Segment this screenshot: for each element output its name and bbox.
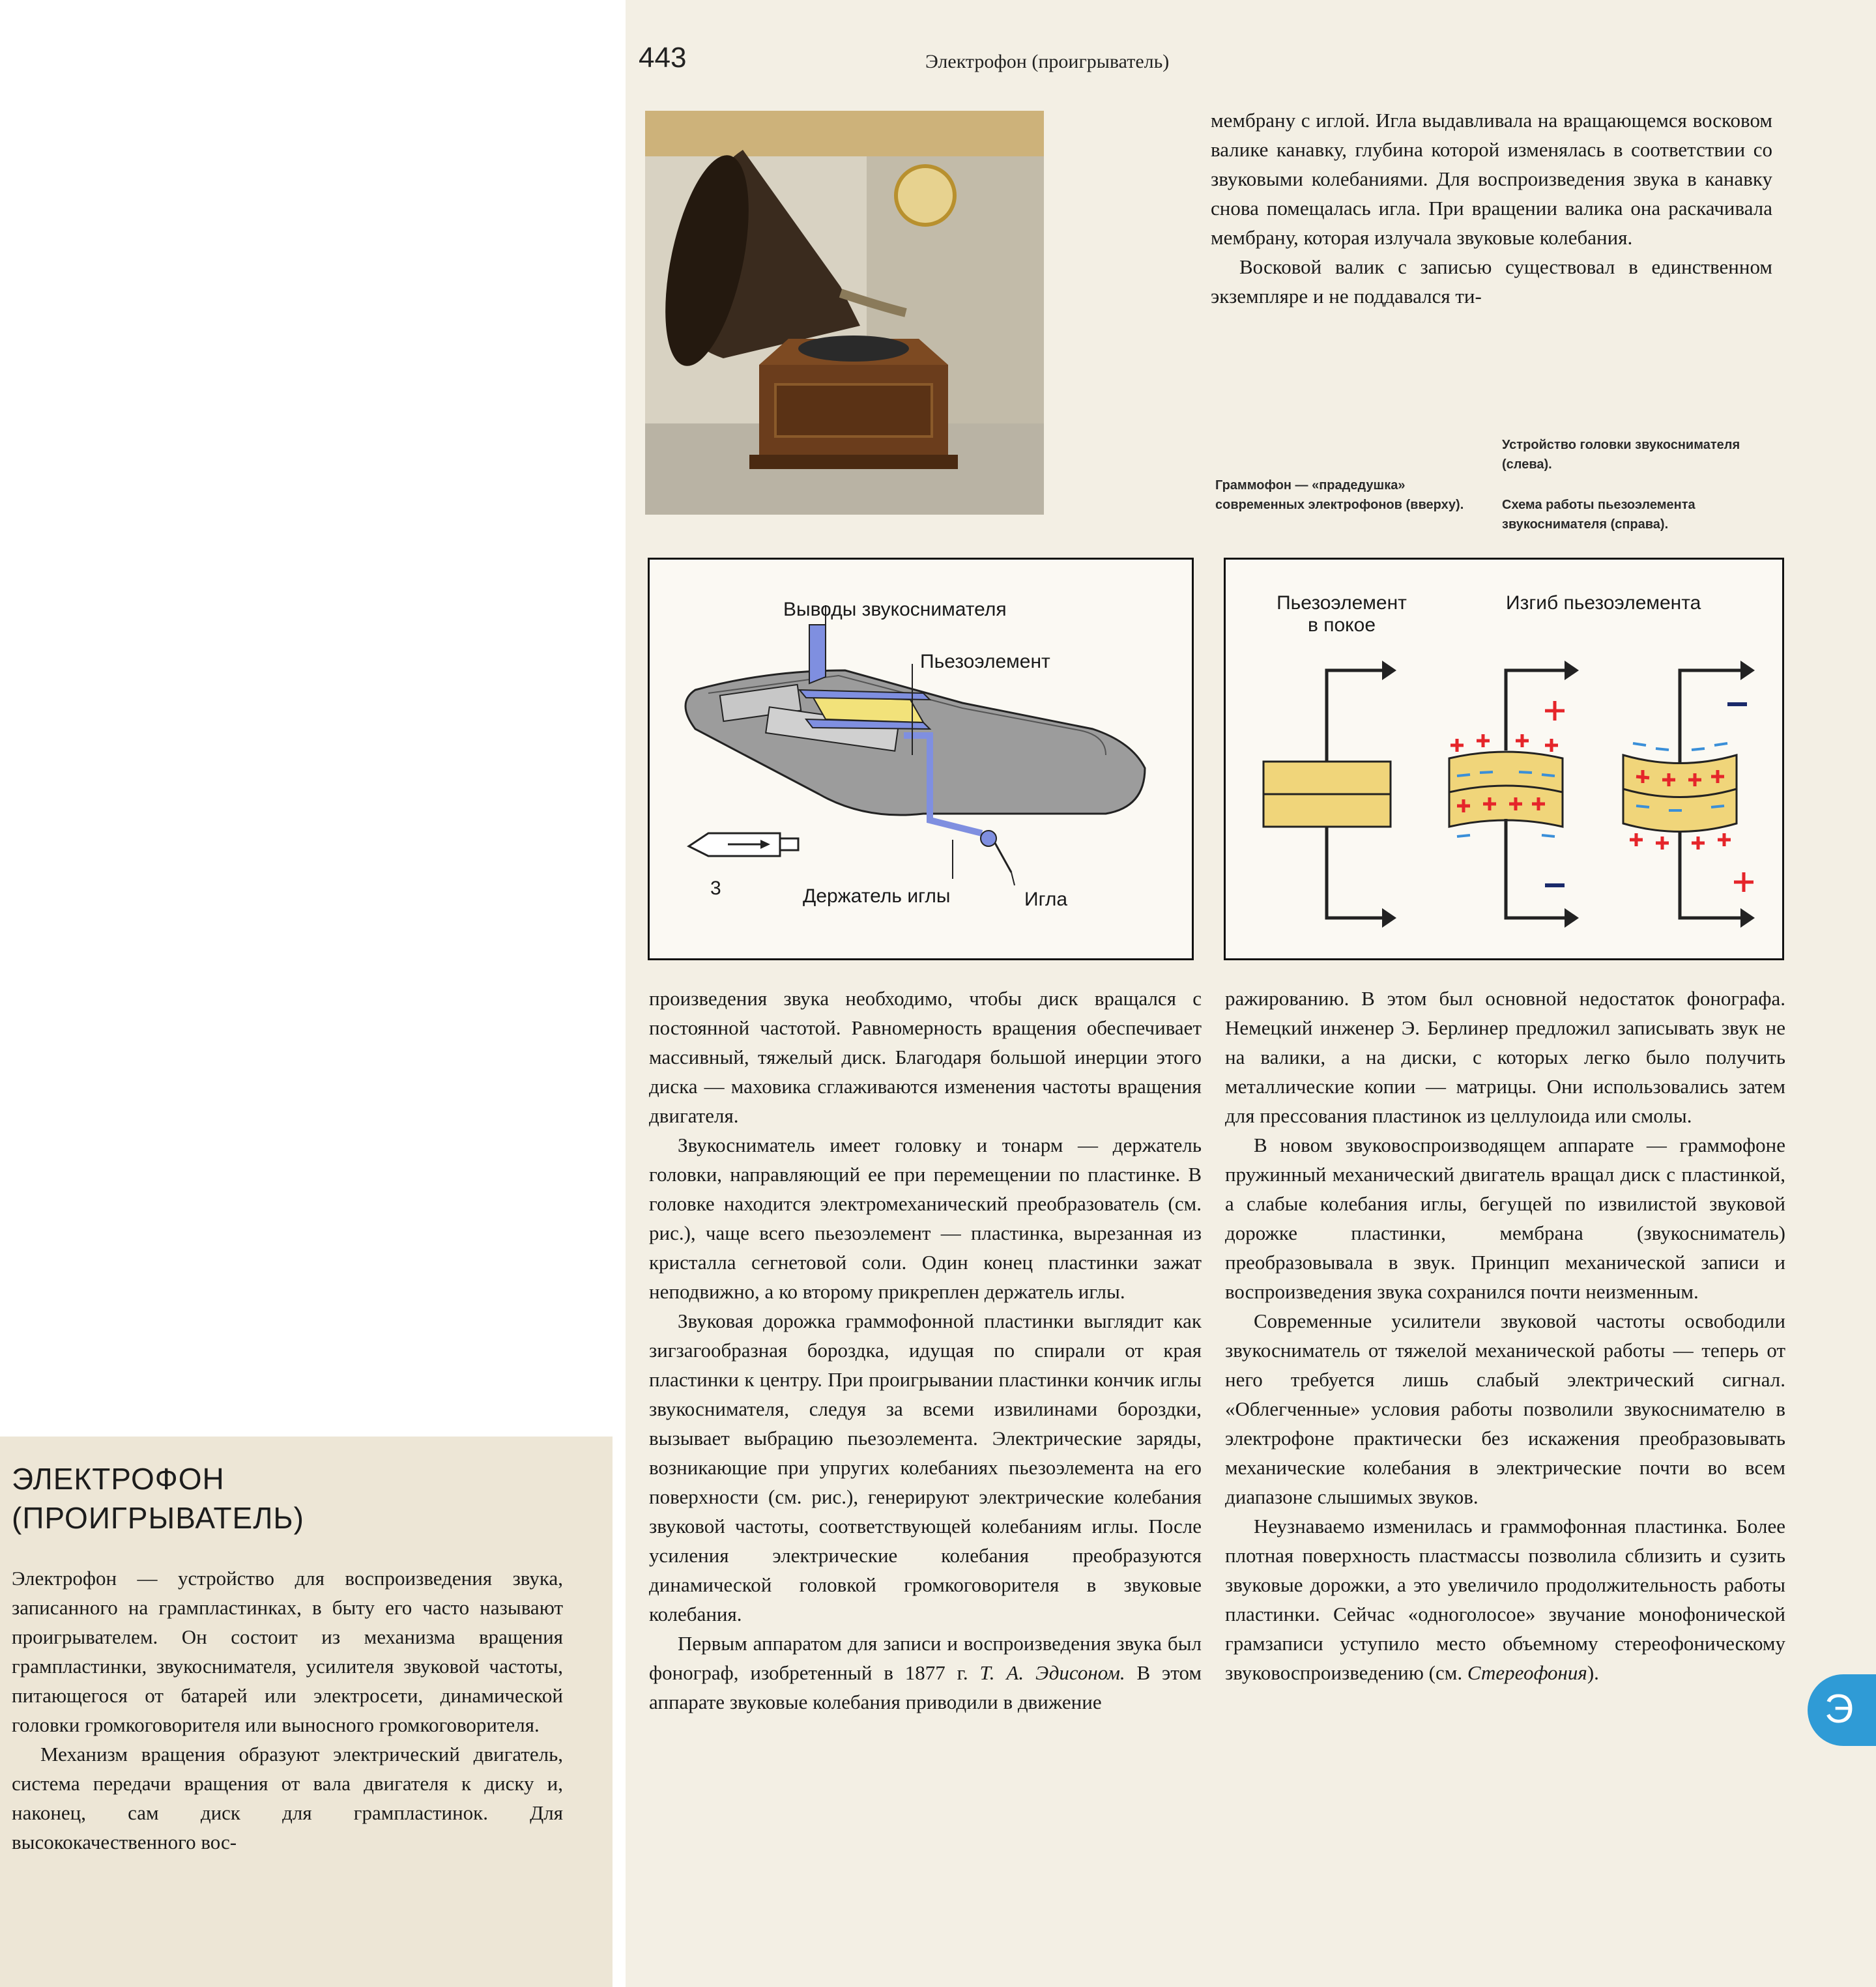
letter-thumb-index-label: Э	[1825, 1687, 1854, 1732]
label-piezo-rest-line-1: Пьезоэлемент	[1277, 592, 1407, 614]
paragraph	[1225, 1511, 1785, 1687]
paragraph: Звуковая дорожка граммофонной пластинки выглядит как зигзагообразная бороздка, идущая по спирали от края пластинки к центру. При проигрывании пластинки кончик иглы звукоснимателя, следуя за всеми извилинами бороздки, вызывает выбрацию пьезоэлемента. Электрические заряды, возникающие при упругих колебаниях пьезоэлемента на его поверхности (см. рис.), генерируют электрические колебания звуковой частоты, соответствующей колебаниям иглы. После усиления электрические колебания преобразуются динамической головкой громкоговорителя в звуковые колебания.	[649, 1309, 1202, 1625]
article-title-line-2: (ПРОИГРЫВАТЕЛЬ)	[12, 1501, 304, 1535]
paragraph: мембрану с иглой. Игла выдавливала на вращающемся восковом валике канавку, глубина которой изменялась в соответствии со звуковыми колебаниями. Для воспроизведения звука в канавку снова помещалась игла. При вращении валика она раскачивала мембрану, которая излучала звуковые колебания.	[1211, 109, 1772, 249]
label-pickup-outputs: Выводы звукоснимателя	[783, 599, 1007, 620]
label-figure-3: 3	[710, 878, 721, 899]
letter-thumb-index	[1808, 1674, 1876, 1746]
article-title	[12, 1459, 598, 1537]
paragraph: Механизм вращения образуют электрический двигатель, система передачи вращения от вала двигателя к диску и, наконец, сам диск для грампластинок. Для высококачественного вос-	[12, 1743, 563, 1853]
paragraph	[649, 1629, 1202, 1717]
paragraph: В новом звуковоспроизводящем аппарате — граммофоне пружинный механический двигатель вращал диск с пластинкой, а слабые колебания иглы, бегущей по извилистой звуковой дорожке пластинки, мембрана (звукосниматель) преобразовывала в звук. Принцип механической записи и воспроизведения звука сохранился почти неизменным.	[1225, 1134, 1785, 1303]
label-needle: Игла	[1024, 889, 1068, 910]
article-intro	[12, 1564, 563, 1857]
gramophone-photo	[645, 111, 1044, 515]
person-name: Т. А. Эдисоном.	[979, 1661, 1125, 1684]
text-column-bottom-left	[649, 984, 1202, 1717]
paragraph: ражированию. В этом был основной недостаток фонографа. Немецкий инженер Э. Берлинер предложил записывать звук не на валики, а на диски, с которых легко было получить металлические копии — матрицы. Они использовались затем для прессования пластинок из целлулоида или смолы.	[1225, 987, 1785, 1127]
paragraph: Современные усилители звуковой частоты освободили звукосниматель от тяжелой механической работы — теперь от него требуется лишь слабый электрический сигнал. «Облегченные» условия работы позволили звукоснимателю в электрофоне практически без искажения преобразовывать механические колебания в электрические почти во всем диапазоне слышимых звуков.	[1225, 1309, 1785, 1508]
paragraph: Звукосниматель имеет головку и тонарм — держатель головки, направляющий ее при перемещении по пластинке. В головке находится электромеханический преобразователь (см. рис.), чаще всего пьезоэлемент — пластинка, вырезанная из кристалла сегнетовой соли. Один конец пластинки зажат неподвижно, а ко второму прикреплен держатель иглы.	[649, 1134, 1202, 1303]
cross-reference: Стереофония	[1467, 1661, 1587, 1684]
caption-head-structure: Устройство головки звукоснимателя (слева).	[1502, 438, 1740, 472]
paragraph: Восковой валик с записью существовал в единственном экземпляре и не поддавался ти-	[1211, 255, 1772, 307]
text-run: В этом аппарате звуковые колебания приводили в движение	[649, 1661, 1202, 1713]
page-number: 443	[639, 42, 687, 74]
paragraph: Электрофон — устройство для воспроизведения звука, записанного на грампластинках, в быту его часто называют проигрывателем. Он состоит из механизма вращения грампластинки, звукоснимателя, усилителя звуковой частоты, питающегося от батарей или электросети, динамической головки громкоговорителя или выносного громкоговорителя.	[12, 1567, 563, 1736]
text-run: Первым аппаратом для записи и воспроизведения звука был фонограф, изобретенный в 1877 г.	[649, 1632, 1202, 1684]
caption-gramophone: Граммофон — «прадедушка» современных электрофонов (вверху).	[1215, 478, 1464, 512]
label-piezo-element: Пьезоэлемент	[920, 651, 1050, 672]
caption-piezo-scheme: Схема работы пьезоэлемента звукоснимателя (справа).	[1502, 498, 1696, 532]
text-column-top-right	[1211, 106, 1772, 311]
running-head: Электрофон (проигрыватель)	[925, 51, 1170, 72]
label-needle-holder: Держатель иглы	[803, 885, 951, 907]
text-column-bottom-right	[1225, 984, 1785, 1687]
text-run: ).	[1587, 1661, 1599, 1684]
figure-piezo-scheme	[1224, 558, 1784, 960]
text-run: Неузнаваемо изменилась и граммофонная пластинка. Более плотная поверхность пластмассы позволила сблизить и сузить звуковые дорожки, а это увеличило продолжительность работы пластинки. Сейчас «одноголосое» звучание монофонической грамзаписи уступило место объемному стереофоническому звуковоспроизведению (см.	[1225, 1515, 1785, 1684]
label-piezo-bend: Изгиб пьезоэлемента	[1506, 592, 1701, 614]
figure-pickup-head	[648, 558, 1194, 960]
article-title-line-1: ЭЛЕКТРОФОН	[12, 1462, 225, 1496]
paragraph: произведения звука необходимо, чтобы диск вращался с постоянной частотой. Равномерность вращения обеспечивает массивный, тяжелый диск. Благодаря большой инерции этого диска — маховика сглаживаются изменения частоты вращения двигателя.	[649, 987, 1202, 1127]
gramophone-illustration	[645, 111, 1044, 515]
label-piezo-rest-line-2: в покое	[1307, 614, 1376, 636]
label-piezo-rest	[1263, 592, 1420, 636]
